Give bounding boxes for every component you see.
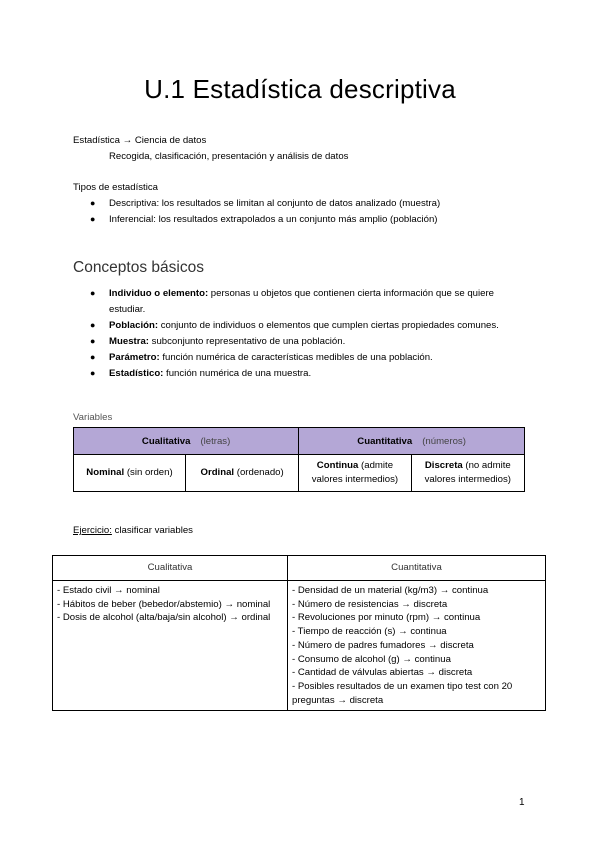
list-item: ● Parámetro: función numérica de características medibles de una población. xyxy=(109,350,529,366)
list-item: ● Descriptiva: los resultados se limitan al conjunto de datos analizado (muestra) xyxy=(90,198,441,209)
list-item: ● Muestra: subconjunto representativo de una población. xyxy=(109,334,529,350)
cell-line: - Dosis de alcohol (alta/baja/sin alcohol) → ordinal xyxy=(57,612,271,624)
table-header-cuantitativa: Cuantitativa (números) xyxy=(299,428,525,455)
bullet-icon: ● xyxy=(90,198,96,208)
ejercicio-table xyxy=(52,555,546,711)
cell-line: - Cantidad de válvulas abiertas → discreta xyxy=(292,667,473,679)
table-cell: Ordinal (ordenado) xyxy=(186,455,299,492)
bullet-icon: ● xyxy=(90,214,96,224)
bullet-icon: ● xyxy=(90,367,96,378)
cell-line: - Revoluciones por minuto (rpm) → continua xyxy=(292,612,481,624)
list-item: ● Estadístico: función numérica de una muestra. xyxy=(109,366,529,382)
variables-table xyxy=(73,427,525,492)
ejercicio-label: Ejercicio: clasificar variables xyxy=(73,525,193,536)
table-cell: Continua (admite valores intermedios) xyxy=(299,455,411,492)
section-heading-conceptos: Conceptos básicos xyxy=(73,259,204,276)
page-title: U.1 Estadística descriptiva xyxy=(144,74,456,104)
bullet-icon: ● xyxy=(90,288,96,298)
cell-line: - Estado civil → nominal xyxy=(57,585,160,596)
bullet-icon: ● xyxy=(90,335,96,346)
conceptos-list xyxy=(90,286,529,382)
table-cell-cualitativa xyxy=(53,581,288,711)
table-header: Cuantitativa xyxy=(288,556,546,581)
cell-line: - Número de padres fumadores → discreta xyxy=(292,639,474,651)
cell-line: - Hábitos de beber (bebedor/abstemio) → nominal xyxy=(57,598,271,610)
tipos-list xyxy=(90,197,529,229)
table-header-cualitativa: Cualitativa (letras) xyxy=(74,428,299,455)
table-cell: Nominal (sin orden) xyxy=(74,455,186,492)
intro-line-2: Recogida, clasificación, presentación y análisis de datos xyxy=(109,151,349,162)
cell-line: - Número de resistencias → discreta xyxy=(292,598,448,610)
intro-line-1: Estadística → Ciencia de datos xyxy=(73,135,207,146)
cell-line: - Consumo de alcohol (g) → continua xyxy=(292,653,451,665)
list-item: ● Individuo o elemento: personas u objetos que contienen cierta información que se quiere estudiar. xyxy=(90,288,495,315)
list-item: ● Inferencial: los resultados extrapolados a un conjunto más amplio (población) xyxy=(90,214,438,225)
cell-line: - Tiempo de reacción (s) → continua xyxy=(292,626,447,638)
variables-label: Variables xyxy=(73,412,113,423)
bullet-icon: ● xyxy=(90,351,96,362)
list-item: ● Población: conjunto de individuos o elementos que cumplen ciertas propiedades comunes. xyxy=(109,318,529,334)
table-cell: Discreta (no admite valores intermedios) xyxy=(411,455,524,492)
table-cell-cuantitativa xyxy=(288,581,546,711)
cell-line: - Posibles resultados de un examen tipo test con 20 preguntas → discreta xyxy=(292,680,513,706)
page-number: 1 xyxy=(519,797,525,808)
table-header: Cualitativa xyxy=(53,556,288,581)
bullet-icon: ● xyxy=(90,319,96,330)
tipos-heading: Tipos de estadística xyxy=(73,182,158,193)
cell-line: - Densidad de un material (kg/m3) → continua xyxy=(292,585,489,596)
